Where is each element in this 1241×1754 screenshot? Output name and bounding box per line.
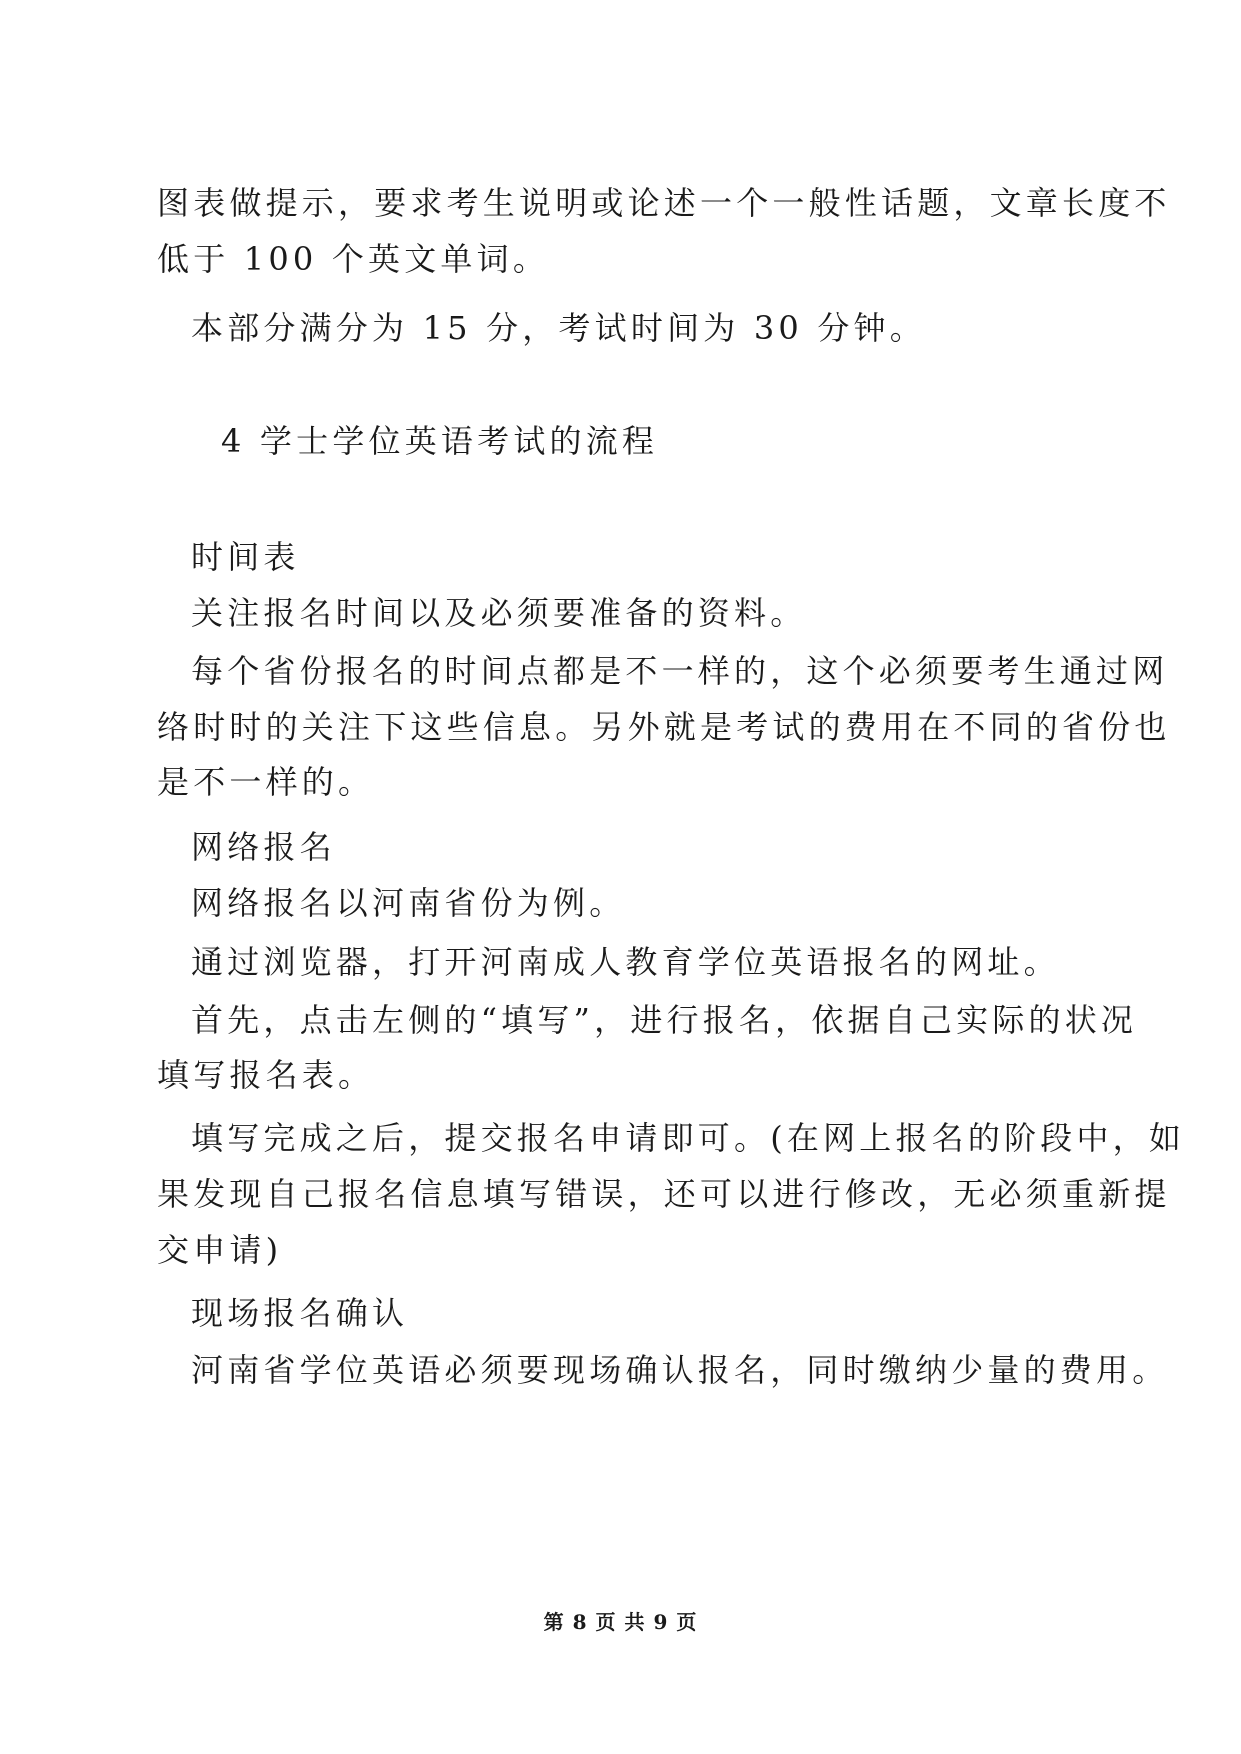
paragraph-line: 是不一样的。 <box>157 763 375 801</box>
paragraph-line: 关注报名时间以及必须要准备的资料。 <box>191 594 807 632</box>
paragraph-line: 图表做提示，要求考生说明或论述一个一般性话题，文章长度不 <box>157 184 1171 222</box>
paragraph-line: 网络报名以河南省份为例。 <box>191 884 626 922</box>
paragraph-line: 果发现自己报名信息填写错误，还可以进行修改，无必须重新提 <box>157 1175 1171 1213</box>
subheading: 时间表 <box>191 538 300 576</box>
paragraph-line: 每个省份报名的时间点都是不一样的，这个必须要考生通过网 <box>191 652 1169 690</box>
section-heading: 4 学士学位英语考试的流程 <box>221 422 659 460</box>
paragraph-line: 通过浏览器，打开河南成人教育学位英语报名的网址。 <box>191 943 1060 981</box>
paragraph-line: 交申请) <box>157 1231 283 1269</box>
paragraph-line: 本部分满分为 15 分，考试时间为 30 分钟。 <box>191 309 926 347</box>
paragraph-line: 河南省学位英语必须要现场确认报名，同时缴纳少量的费用。 <box>191 1351 1169 1389</box>
page-number: 第 8 页 共 9 页 <box>543 1610 698 1634</box>
subheading: 网络报名 <box>191 828 336 866</box>
paragraph-line: 填写报名表。 <box>157 1056 375 1094</box>
subheading: 现场报名确认 <box>191 1294 409 1332</box>
paragraph-line: 络时时的关注下这些信息。另外就是考试的费用在不同的省份也 <box>157 708 1171 746</box>
paragraph-line: 首先，点击左侧的“填写”，进行报名，依据自己实际的状况 <box>191 1001 1138 1039</box>
paragraph-line: 填写完成之后，提交报名申请即可。(在网上报名的阶段中，如 <box>191 1119 1186 1157</box>
paragraph-line: 低于 100 个英文单词。 <box>157 240 550 278</box>
